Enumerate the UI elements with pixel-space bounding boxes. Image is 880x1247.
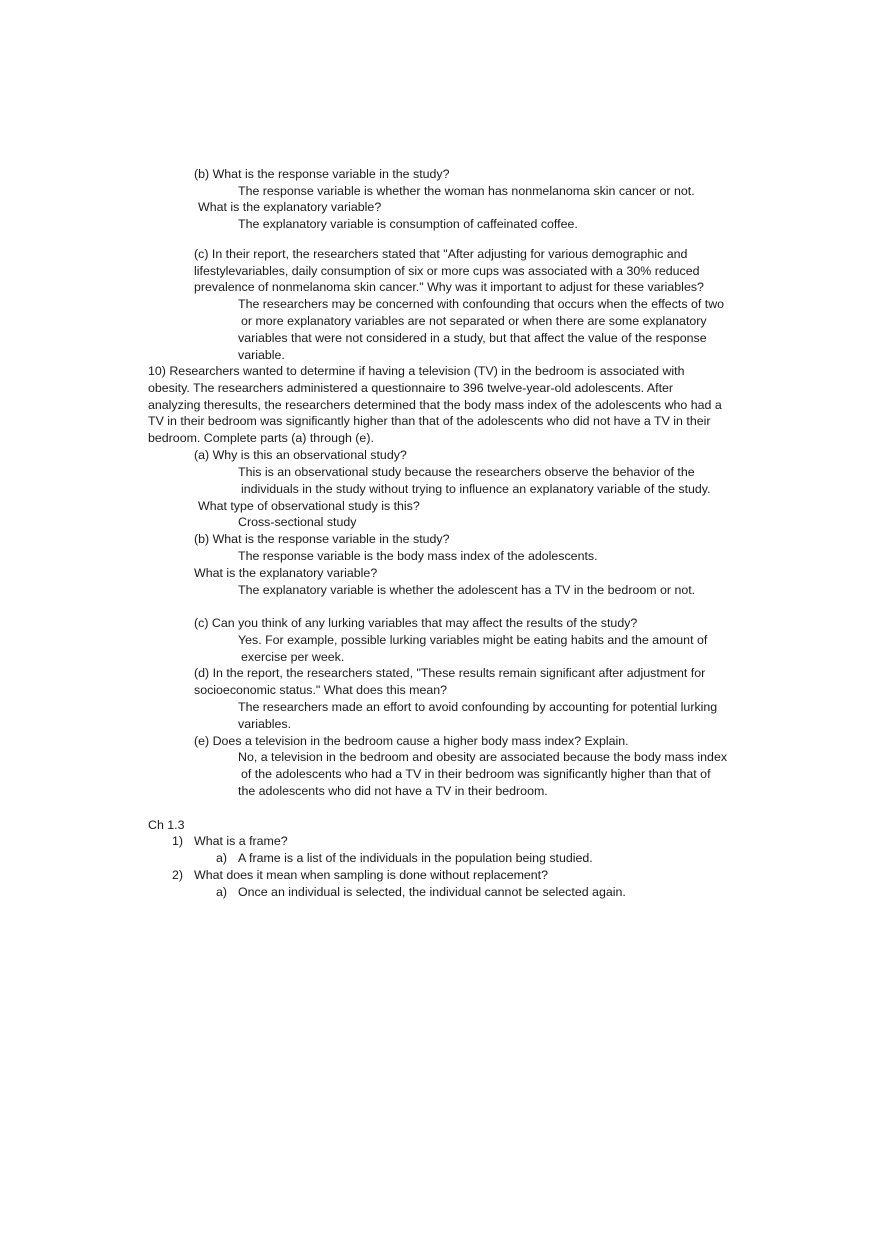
q9-c-question: prevalence of nonmelanoma skin cancer." Why was it important to adjust for these variables? — [194, 280, 704, 294]
q9-b-answer2: The explanatory variable is consumption of caffeinated coffee. — [238, 217, 578, 231]
q10-intro: analyzing theresults, the researchers determined that the body mass index of the adolescents who had a — [148, 398, 722, 412]
q10-a-question: (a) Why is this an observational study? — [194, 448, 407, 462]
list-question: What is a frame? — [194, 834, 288, 848]
q10-b-answer2: The explanatory variable is whether the adolescent has a TV in the bedroom or not. — [238, 583, 696, 597]
q10-d-answer: The researchers made an effort to avoid confounding by accounting for potential lurking — [238, 700, 718, 714]
q10-e-answer: the adolescents who did not have a TV in their bedroom. — [238, 784, 548, 798]
q10-d-question: socioeconomic status." What does this mean? — [194, 683, 448, 697]
q9-c-answer: The researchers may be concerned with confounding that occurs when the effects of two — [238, 297, 725, 311]
q10-e-answer: No, a television in the bedroom and obesity are associated because the body mass index — [238, 750, 728, 764]
q10-c-answer: Yes. For example, possible lurking variables might be eating habits and the amount of — [238, 633, 708, 647]
list-number: 1) — [172, 834, 184, 848]
q9-c-question: lifestylevariables, daily consumption of six or more cups was associated with a 30% reduced — [194, 264, 700, 278]
q10-d-question: (d) In the report, the researchers stated, "These results remain significant after adjustment for — [194, 666, 706, 680]
q10-intro: obesity. The researchers administered a questionnaire to 396 twelve-year-old adolescents. After — [148, 381, 674, 395]
q10-b-question: (b) What is the response variable in the study? — [194, 532, 450, 546]
q10-a-question2: What type of observational study is this? — [198, 499, 420, 513]
q10-a-answer: individuals in the study without trying to influence an explanatory variable of the study. — [241, 482, 711, 496]
q10-c-answer: exercise per week. — [241, 650, 345, 664]
q10-a-answer2: Cross-sectional study — [238, 515, 357, 529]
q9-b-answer: The response variable is whether the woman has nonmelanoma skin cancer or not. — [238, 184, 695, 198]
list-question: What does it mean when sampling is done without replacement? — [194, 868, 549, 882]
q10-e-question: (e) Does a television in the bedroom cause a higher body mass index? Explain. — [194, 734, 629, 748]
q10-intro: 10) Researchers wanted to determine if having a television (TV) in the bedroom is associated with — [148, 364, 685, 378]
q10-d-answer: variables. — [238, 717, 292, 731]
list-letter: a) — [216, 885, 228, 899]
list-number: 2) — [172, 868, 184, 882]
q10-intro: TV in their bedroom was significantly higher than that of the adolescents who did not have a TV in their — [148, 414, 711, 428]
q9-b-question: (b) What is the response variable in the study? — [194, 167, 450, 181]
q10-a-answer: This is an observational study because the researchers observe the behavior of the — [238, 465, 695, 479]
q10-b-question2: What is the explanatory variable? — [194, 566, 378, 580]
q10-e-answer: of the adolescents who had a TV in their bedroom was significantly higher than that of — [241, 767, 711, 781]
list-answer: Once an individual is selected, the individual cannot be selected again. — [238, 885, 626, 899]
q9-c-answer: variables that were not considered in a study, but that affect the value of the response — [238, 331, 707, 345]
q9-b-question2: What is the explanatory variable? — [198, 200, 382, 214]
q9-c-answer: variable. — [238, 348, 285, 362]
q9-c-answer: or more explanatory variables are not separated or when there are some explanatory — [241, 314, 707, 328]
list-letter: a) — [216, 851, 228, 865]
q10-intro: bedroom. Complete parts (a) through (e). — [148, 431, 374, 445]
q9-c-question: (c) In their report, the researchers stated that "After adjusting for various demographic and — [194, 247, 688, 261]
section-heading: Ch 1.3 — [148, 818, 185, 832]
list-answer: A frame is a list of the individuals in the population being studied. — [238, 851, 593, 865]
q10-c-question: (c) Can you think of any lurking variables that may affect the results of the study? — [194, 616, 638, 630]
q10-b-answer: The response variable is the body mass index of the adolescents. — [238, 549, 598, 563]
